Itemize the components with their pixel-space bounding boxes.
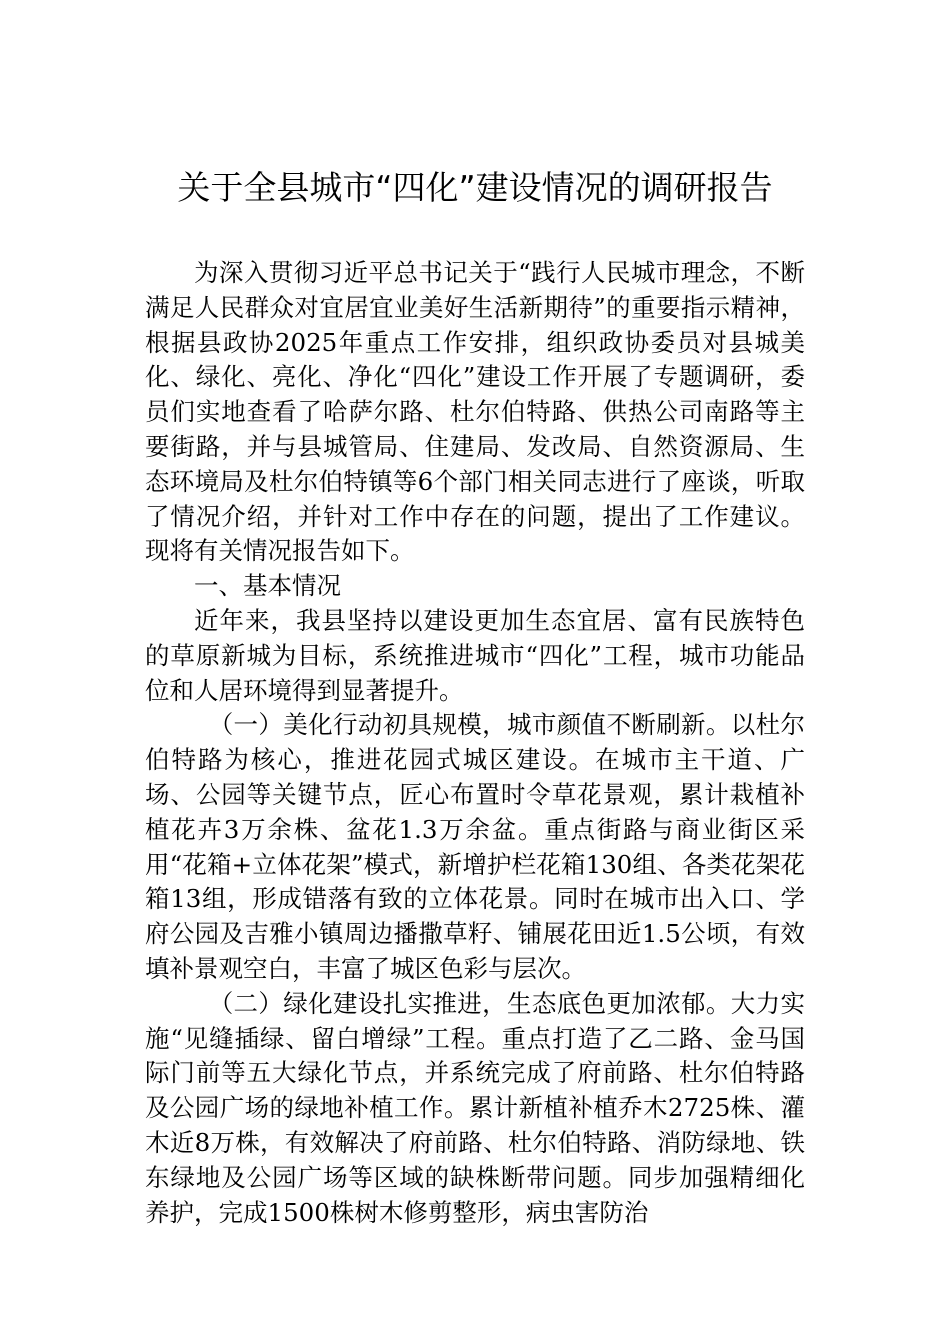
document-body: [145, 256, 805, 1230]
intro-paragraph: 为深入贯彻习近平总书记关于“践行人民城市理念，不断满足人民群众对宜居宜业美好生活新期待”的重要指示精神，根据县政协2025年重点工作安排，组织政协委员对县城美化、绿化、亮化、净化“四化”建设工作开展了专题调研，委员们实地查看了哈萨尔路、杜尔伯特路、供热公司南路等主要街路，并与县城管局、住建局、发改局、自然资源局、生态环境局及杜尔伯特镇等6个部门相关同志进行了座谈，听取了情况介绍，并针对工作中存在的问题，提出了工作建议。现将有关情况报告如下。: [145, 258, 805, 566]
section-heading: 一、基本情况: [194, 571, 341, 601]
beautification-paragraph: （一）美化行动初具规模，城市颜值不断刷新。以杜尔伯特路为核心，推进花园式城区建设。在城市主干道、广场、公园等关键节点，匠心布置时令草花景观，累计栽植补植花卉3万余株、盆花1.3万余盆。重点街路与商业街区采用“花箱+立体花架”模式，新增护栏花箱130组、各类花架花箱13组，形成错落有致的立体花景。同时在城市出入口、学府公园及吉雅小镇周边播撒草籽、铺展花田近1.5公顷，有效填补景观空白，丰富了城区色彩与层次。: [145, 710, 805, 983]
overview-paragraph: 近年来，我县坚持以建设更加生态宜居、富有民族特色的草原新城为目标，系统推进城市“四化”工程，城市功能品位和人居环境得到显著提升。: [145, 605, 805, 705]
document-title: 关于全县城市“四化”建设情况的调研报告: [177, 168, 773, 207]
greening-paragraph: （二）绿化建设扎实推进，生态底色更加浓郁。大力实施“见缝插绿、留白增绿”工程。重点打造了乙二路、金马国际门前等五大绿化节点，并系统完成了府前路、杜尔伯特路及公园广场的绿地补植工作。累计新植补植乔木2725株、灌木近8万株，有效解决了府前路、杜尔伯特路、消防绿地、铁东绿地及公园广场等区域的缺株断带问题。同步加强精细化养护，完成1500株树木修剪整形，病虫害防治: [145, 988, 805, 1227]
